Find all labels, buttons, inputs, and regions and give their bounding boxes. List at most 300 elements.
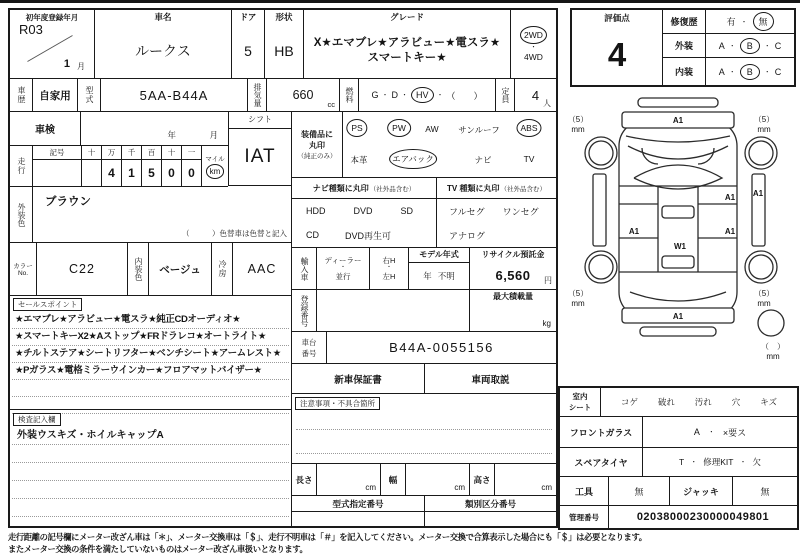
repair-history-row bbox=[663, 10, 794, 34]
max-load-label: 最大積載量 bbox=[493, 292, 533, 301]
inspection-date-area bbox=[81, 112, 228, 145]
rear-plate-shape bbox=[640, 327, 716, 336]
interior-grade-label: 内装 bbox=[663, 58, 706, 85]
digit-value: 0 bbox=[188, 166, 195, 180]
model-year-label: モデル年式 bbox=[409, 248, 469, 263]
evaluation-score-value: 4 bbox=[607, 35, 627, 73]
fuel-diesel: D bbox=[391, 90, 398, 100]
rear-right-wheel bbox=[745, 251, 777, 283]
capacity-value: 4 bbox=[531, 87, 540, 103]
tv-type-header-note: （社外品含む） bbox=[500, 185, 546, 193]
model-code-value: 5AA-B44A bbox=[101, 79, 248, 111]
exterior-color-value: ブラウン bbox=[45, 196, 91, 208]
left-column bbox=[10, 112, 292, 526]
tread-depth-rear-right: （5） bbox=[753, 289, 775, 298]
chassis-number-label-cell bbox=[292, 332, 327, 363]
tv-type-items-row1 bbox=[437, 199, 556, 223]
displacement-label: 排気量 bbox=[253, 83, 262, 107]
hood-line bbox=[626, 136, 730, 142]
fuel-dot-3: ・ bbox=[436, 92, 444, 99]
exterior-grade-options bbox=[706, 34, 794, 57]
registration-number-row bbox=[292, 290, 556, 332]
damage-mark-right-rear-door: A1 bbox=[724, 227, 736, 236]
import-label-cell bbox=[292, 248, 317, 289]
evaluation-score-cell bbox=[572, 10, 663, 85]
registration-year: R03 bbox=[19, 22, 43, 37]
nav-hdd: HDD bbox=[306, 206, 326, 216]
shape-label: 形状 bbox=[275, 12, 293, 22]
tread-depth-front-left: （5） bbox=[567, 115, 589, 124]
height-value-cell bbox=[495, 464, 556, 495]
mileage-digit-col bbox=[182, 146, 202, 186]
digit-value: 0 bbox=[168, 166, 175, 180]
management-number-label: 管理番号 bbox=[560, 506, 609, 528]
equipment-pw: PW bbox=[387, 119, 411, 137]
fuel-dot-1: ・ bbox=[381, 92, 389, 99]
equipment-abs: ABS bbox=[516, 119, 541, 137]
inspector-note-empty-line bbox=[12, 445, 289, 463]
handle-left: 左H bbox=[382, 272, 396, 281]
history-label-cell bbox=[10, 79, 33, 111]
digit-header: 万 bbox=[102, 146, 121, 160]
seat-label-cell bbox=[560, 388, 601, 416]
tv-type-cell bbox=[437, 178, 556, 247]
rear-right-tire bbox=[749, 255, 773, 279]
exterior-grade-a: A bbox=[718, 40, 725, 51]
exterior-color-label: 外装色 bbox=[17, 202, 26, 227]
nav-type-cell bbox=[292, 178, 437, 247]
mileage-digit-col bbox=[142, 146, 162, 186]
mile-header: マイル bbox=[205, 155, 225, 163]
exterior-color-row bbox=[10, 187, 291, 243]
seat-condition-options bbox=[601, 388, 797, 416]
cautions-section bbox=[292, 394, 556, 464]
tread-depth-rear-left: （5） bbox=[567, 289, 589, 298]
history-label: 車歴 bbox=[17, 86, 26, 104]
model-year-unit: 年 bbox=[423, 271, 432, 281]
shift-value: IAT bbox=[244, 146, 276, 167]
repair-yes: 有 bbox=[726, 17, 736, 27]
tv-analog: アナログ bbox=[449, 230, 486, 241]
tread-unit-rear-right: mm bbox=[757, 299, 771, 308]
spare-tire-circle bbox=[758, 310, 784, 336]
chassis-label-1: 車台 bbox=[301, 337, 317, 347]
spare-tire-options bbox=[643, 448, 797, 476]
fuel-gasoline: G bbox=[371, 90, 379, 100]
max-load-cell bbox=[470, 290, 556, 331]
classification-label: 類別区分番号 bbox=[425, 496, 556, 512]
type-designation-value bbox=[292, 512, 424, 526]
sales-point-empty-line bbox=[12, 380, 289, 397]
car-damage-diagram bbox=[562, 86, 796, 386]
damage-mark-floor: W1 bbox=[674, 242, 686, 251]
main-block bbox=[8, 8, 558, 528]
fuel-dot-2: ・ bbox=[400, 92, 408, 99]
length-value-cell bbox=[317, 464, 381, 495]
interior-grade-c: C bbox=[774, 66, 782, 77]
inspector-note-empty-line bbox=[12, 481, 289, 499]
digit-header: 千 bbox=[122, 146, 141, 160]
damage-mark-front-bumper: A1 bbox=[672, 116, 684, 125]
interior-grade-b-selected: B bbox=[740, 64, 760, 80]
fuel-label-cell bbox=[340, 79, 359, 111]
front-left-wheel bbox=[585, 137, 617, 169]
interior-grade-options bbox=[706, 58, 794, 85]
interior-dot-2: ・ bbox=[763, 68, 771, 76]
door-label: ドア bbox=[239, 12, 257, 22]
exterior-dot-1: ・ bbox=[728, 42, 736, 50]
import-dealer-cell bbox=[317, 248, 370, 289]
inspector-note-empty-line bbox=[12, 463, 289, 481]
mileage-symbol-header: 記号 bbox=[33, 146, 81, 160]
import-dealer: ディーラー bbox=[324, 256, 362, 265]
inspection-month-unit: 月 bbox=[209, 130, 218, 140]
equipment-leather: 本革 bbox=[350, 155, 368, 165]
sales-point-line: ★スマートキーX2★Aストップ★FRドラレコ★オートライト★ bbox=[12, 329, 289, 346]
grade-cell bbox=[304, 10, 511, 78]
evaluation-score-label: 評価点 bbox=[604, 13, 630, 23]
inspector-note-empty-line bbox=[12, 499, 289, 517]
front-left-tire bbox=[589, 141, 613, 165]
interior-color-label: 内装色 bbox=[134, 257, 143, 281]
interior-grade-row bbox=[663, 58, 794, 85]
sales-points-section bbox=[10, 296, 291, 410]
inspection-row bbox=[10, 112, 228, 146]
nav-type-items-row2 bbox=[292, 223, 436, 247]
first-registration-label: 初年度登録年月 bbox=[25, 13, 79, 22]
repair-no-selected: 無 bbox=[753, 12, 774, 31]
fuel-label: 燃料 bbox=[345, 87, 354, 103]
interior-color-value: ベージュ bbox=[149, 243, 212, 295]
jack-label: ジャッキ bbox=[670, 477, 733, 505]
seat-burn: コゲ bbox=[620, 397, 638, 407]
classification-value bbox=[425, 512, 556, 526]
middle-column bbox=[292, 112, 556, 526]
right-sill-shape bbox=[752, 174, 765, 246]
equipment-ps: PS bbox=[346, 119, 367, 137]
cautions-empty-line bbox=[296, 452, 552, 454]
new-car-warranty: 新車保証書 bbox=[292, 364, 425, 393]
history-value: 自家用 bbox=[33, 79, 78, 111]
chassis-number-row bbox=[292, 332, 556, 364]
mileage-digit-col bbox=[82, 146, 102, 186]
model-code-label-cell bbox=[78, 79, 101, 111]
shift-label: シフト bbox=[229, 112, 291, 129]
windshield-options bbox=[643, 417, 797, 447]
type-numbers-row bbox=[292, 496, 556, 526]
sales-point-line: ★チルトステア★シートリフター★ベンチシート★アームレスト★ bbox=[12, 346, 289, 363]
capacity-unit: 人 bbox=[543, 99, 551, 108]
spare-dot-2: ・ bbox=[739, 459, 747, 466]
registration-number-label: 登録番号 bbox=[300, 294, 309, 327]
sales-point-line: ★Pガラス★電格ミラーウインカー★フロアマットバイザー★ bbox=[12, 363, 289, 380]
windshield-x: ×要ス bbox=[722, 427, 747, 438]
digit-header: 十 bbox=[162, 146, 181, 160]
mileage-digit-col bbox=[102, 146, 122, 186]
footer-line-2: またメーター交換の条件を満たしていないものはメーター改ざん車扱いとなります。 bbox=[8, 544, 308, 554]
inspection-year-unit: 年 bbox=[167, 130, 176, 140]
capacity-label: 定員 bbox=[501, 87, 510, 103]
car-name-label: 車名 bbox=[154, 12, 172, 22]
evaluation-box bbox=[570, 8, 796, 87]
front-seat-shape bbox=[662, 206, 694, 218]
nav-tv-row bbox=[292, 178, 556, 248]
equipment-sunroof: サンルーフ bbox=[458, 125, 500, 135]
max-load-unit: kg bbox=[542, 319, 551, 328]
mileage-symbol-col bbox=[33, 146, 82, 186]
evaluation-grades bbox=[663, 10, 794, 85]
width-value-cell bbox=[406, 464, 470, 495]
tv-type-header-text: TV 種類に丸印 bbox=[447, 183, 500, 193]
length-unit: cm bbox=[365, 483, 376, 492]
repair-history-options bbox=[706, 10, 794, 33]
front-right-wheel bbox=[745, 137, 777, 169]
tv-one-seg: ワンセグ bbox=[502, 206, 539, 217]
management-number-value: 02038000230000049801 bbox=[636, 511, 770, 523]
mileage-symbol-value bbox=[33, 160, 81, 186]
repair-history-label: 修復歴 bbox=[663, 10, 706, 33]
condition-table bbox=[558, 386, 799, 530]
digit-value: 4 bbox=[108, 166, 115, 180]
damage-mark-right-sill: A1 bbox=[752, 189, 764, 198]
width-label: 幅 bbox=[381, 464, 406, 495]
second-row bbox=[10, 79, 556, 112]
mileage-label-cell bbox=[10, 146, 33, 186]
nav-type-header-text: ナビ種類に丸印 bbox=[312, 183, 369, 193]
jack-value: 無 bbox=[760, 486, 770, 497]
classification-cell bbox=[425, 496, 556, 526]
tools-label: 工具 bbox=[560, 477, 609, 505]
spare-missing: 欠 bbox=[752, 457, 761, 467]
windshield-dot: ・ bbox=[707, 429, 715, 436]
seat-tear: 破れ bbox=[657, 397, 675, 407]
model-year-value-area bbox=[409, 263, 469, 289]
rear-seat-shape bbox=[662, 256, 694, 268]
model-year-value: 不明 bbox=[437, 271, 455, 281]
drive-4wd: 4WD bbox=[524, 52, 543, 62]
chassis-number-value: B44A-0055156 bbox=[389, 340, 494, 355]
sales-point-line: ★エマブレ★アラビュー★電スラ★純正CDオーディオ★ bbox=[12, 312, 289, 329]
model-year-cell bbox=[409, 248, 470, 289]
inspection-label: 車検 bbox=[10, 112, 81, 145]
shift-cell bbox=[228, 112, 291, 186]
nav-dvd: DVD bbox=[353, 206, 373, 216]
equipment-airbag: エアバック bbox=[389, 149, 437, 169]
interior-dot-1: ・ bbox=[728, 68, 736, 76]
equipment-label-3: （純正のみ） bbox=[297, 153, 337, 160]
rear-window-line bbox=[630, 292, 726, 301]
fuel-paren: （ ） bbox=[446, 90, 483, 101]
equipment-items bbox=[343, 112, 556, 177]
interior-color-label-cell bbox=[128, 243, 149, 295]
footer-line-1: 走行距離の記号欄にメーター改ざん車は「＊」、メーター交換車は「＄」、走行不明車は「＃」を記入してください。メーター交換で合算表示した場合にも「＄」は必要となります。 bbox=[8, 532, 647, 542]
sales-points-lines bbox=[12, 312, 289, 414]
width-unit: cm bbox=[454, 483, 465, 492]
exterior-grade-label: 外装 bbox=[663, 34, 706, 57]
registration-number-label-cell bbox=[292, 290, 317, 331]
recycle-deposit-label: リサイクル預託金 bbox=[481, 250, 545, 259]
color-no-label-1: カラー bbox=[13, 263, 33, 270]
tread-unit-rear-left: mm bbox=[571, 299, 585, 308]
seat-hole: 穴 bbox=[731, 397, 741, 407]
digit-header: 十 bbox=[82, 146, 101, 160]
mileage-digit-col bbox=[122, 146, 142, 186]
nav-cd: CD bbox=[306, 230, 319, 240]
equipment-navi: ナビ bbox=[474, 155, 492, 165]
import-label: 輸入車 bbox=[300, 256, 309, 281]
fuel-options-cell bbox=[359, 79, 496, 111]
registration-number-blank bbox=[317, 290, 470, 331]
car-name-cell bbox=[95, 10, 232, 78]
recycle-deposit-cell bbox=[470, 248, 556, 289]
damage-mark-rear-bumper: A1 bbox=[672, 312, 684, 321]
seat-scratch: キズ bbox=[760, 397, 778, 407]
front-right-tire bbox=[749, 141, 773, 165]
shape-cell bbox=[265, 10, 304, 78]
digit-header: 百 bbox=[142, 146, 161, 160]
nav-dvd-play: DVD再生可 bbox=[345, 230, 392, 241]
spare-tread-unit: mm bbox=[766, 352, 780, 361]
registration-month-unit: 月 bbox=[77, 62, 85, 71]
seat-label-2: シート bbox=[568, 403, 592, 412]
tread-unit-front-right: mm bbox=[757, 125, 771, 134]
exterior-dot-2: ・ bbox=[763, 42, 771, 50]
windshield-label: フロントガラス bbox=[560, 417, 643, 447]
drive-separator: ・ bbox=[530, 44, 537, 51]
color-no-value: C22 bbox=[37, 243, 128, 295]
car-name-value: ルークス bbox=[135, 42, 191, 59]
registration-month: 1 bbox=[63, 58, 70, 70]
height-unit: cm bbox=[541, 483, 552, 492]
exterior-grade-c: C bbox=[774, 40, 782, 51]
equipment-label-cell bbox=[292, 112, 343, 177]
spare-repair-kit: 修理KIT bbox=[703, 457, 734, 467]
shape-value: HB bbox=[274, 42, 294, 59]
nav-sd: SD bbox=[400, 206, 414, 216]
chassis-label-2: 番号 bbox=[301, 348, 317, 358]
import-dealer-dot: ・ bbox=[339, 265, 346, 271]
digit-value: 5 bbox=[148, 166, 155, 180]
nav-type-header-note: （社外品含む） bbox=[369, 185, 416, 193]
inspector-notes-label: 検査記入欄 bbox=[13, 413, 61, 426]
left-sill-shape bbox=[593, 174, 606, 246]
digit-value: 1 bbox=[128, 166, 135, 180]
seat-condition-row bbox=[560, 388, 797, 417]
tv-full-seg: フルセグ bbox=[449, 206, 485, 217]
first-registration-cell bbox=[10, 10, 95, 78]
grade-label: グレード bbox=[389, 12, 424, 22]
spare-dot-1: ・ bbox=[690, 459, 698, 466]
equipment-tv: TV bbox=[523, 154, 535, 164]
spare-tire-row bbox=[560, 448, 797, 477]
inspector-notes-lines bbox=[12, 427, 289, 517]
cautions-label: 注意事項・不具合箇所 bbox=[295, 397, 380, 410]
height-label: 高さ bbox=[470, 464, 495, 495]
spare-tread-blank: （ ） bbox=[761, 342, 785, 351]
top-bar bbox=[0, 0, 800, 3]
capacity-cell bbox=[515, 79, 556, 111]
tv-type-items-row2 bbox=[437, 223, 556, 247]
spare-tire-label: スペアタイヤ bbox=[560, 448, 643, 476]
model-code-label: 型式 bbox=[85, 86, 94, 104]
mileage-row bbox=[10, 146, 228, 187]
displacement-label-cell bbox=[248, 79, 267, 111]
color-no-label-2: No. bbox=[17, 270, 29, 277]
digit-header: 一 bbox=[182, 146, 201, 160]
equipment-aw: AW bbox=[425, 124, 439, 134]
mileage-digit-col bbox=[162, 146, 182, 186]
displacement-cell bbox=[267, 79, 340, 111]
import-row bbox=[292, 248, 556, 290]
drive-type-cell bbox=[511, 10, 556, 78]
tools-row bbox=[560, 477, 797, 506]
tread-depth-front-right: （5） bbox=[753, 115, 775, 124]
rear-left-tire bbox=[589, 255, 613, 279]
inspector-note-line: 外装ウスキズ・ホイルキャップA bbox=[12, 427, 289, 445]
recycle-deposit-unit: 円 bbox=[544, 276, 552, 285]
tread-unit-front-left: mm bbox=[571, 125, 585, 134]
digit-value bbox=[82, 160, 101, 186]
seat-label-1: 室内 bbox=[572, 392, 588, 401]
displacement-unit: cc bbox=[327, 100, 335, 109]
handle-dot: ・ bbox=[385, 265, 392, 271]
windshield-row bbox=[560, 417, 797, 448]
fuel-hv-selected: HV bbox=[411, 87, 434, 103]
type-designation-cell bbox=[292, 496, 425, 526]
sales-points-label: セールスポイント bbox=[13, 298, 82, 311]
length-label: 長さ bbox=[292, 464, 317, 495]
exterior-grade-row bbox=[663, 34, 794, 58]
ac-label-cell bbox=[212, 243, 233, 295]
km-unit-selected: km bbox=[206, 164, 225, 179]
damage-mark-left-door: A1 bbox=[628, 227, 640, 236]
nav-type-items-row1 bbox=[292, 199, 436, 223]
equipment-row bbox=[292, 112, 556, 178]
rear-left-wheel bbox=[585, 251, 617, 283]
import-handle-cell bbox=[370, 248, 409, 289]
ac-label: 冷房 bbox=[218, 260, 227, 278]
documents-row bbox=[292, 364, 556, 394]
exterior-color-label-cell bbox=[10, 187, 33, 242]
grade-value: X★エマブレ★アラビュー★電スラ★スマートキー★ bbox=[313, 36, 501, 64]
cautions-empty-line bbox=[296, 428, 552, 430]
mileage-unit-col bbox=[202, 146, 228, 186]
ac-value: AAC bbox=[247, 262, 277, 276]
color-no-label-cell bbox=[10, 243, 37, 295]
repair-dot: ・ bbox=[740, 18, 748, 26]
dimensions-row bbox=[292, 464, 556, 496]
exterior-color-area bbox=[33, 187, 291, 242]
first-row bbox=[10, 10, 556, 79]
drive-2wd: 2WD bbox=[520, 26, 547, 44]
mileage-label: 走行 bbox=[17, 157, 26, 175]
nav-type-header bbox=[292, 178, 436, 199]
type-designation-label: 型式指定番号 bbox=[292, 496, 424, 512]
interior-grade-a: A bbox=[718, 66, 725, 77]
exterior-color-note: （ ）色替車は色替と記入 bbox=[182, 229, 287, 238]
spare-t: T bbox=[679, 457, 685, 467]
tv-type-header bbox=[437, 178, 556, 199]
seat-stain: 汚れ bbox=[694, 397, 712, 407]
equipment-label-1: 装備品に bbox=[301, 130, 333, 139]
color-row bbox=[10, 243, 291, 296]
tools-value: 無 bbox=[609, 477, 670, 505]
management-number-row bbox=[560, 506, 797, 528]
import-parallel: 並行 bbox=[335, 272, 351, 281]
windshield-a: A bbox=[693, 427, 700, 437]
door-cell bbox=[232, 10, 265, 78]
door-value: 5 bbox=[244, 42, 252, 59]
